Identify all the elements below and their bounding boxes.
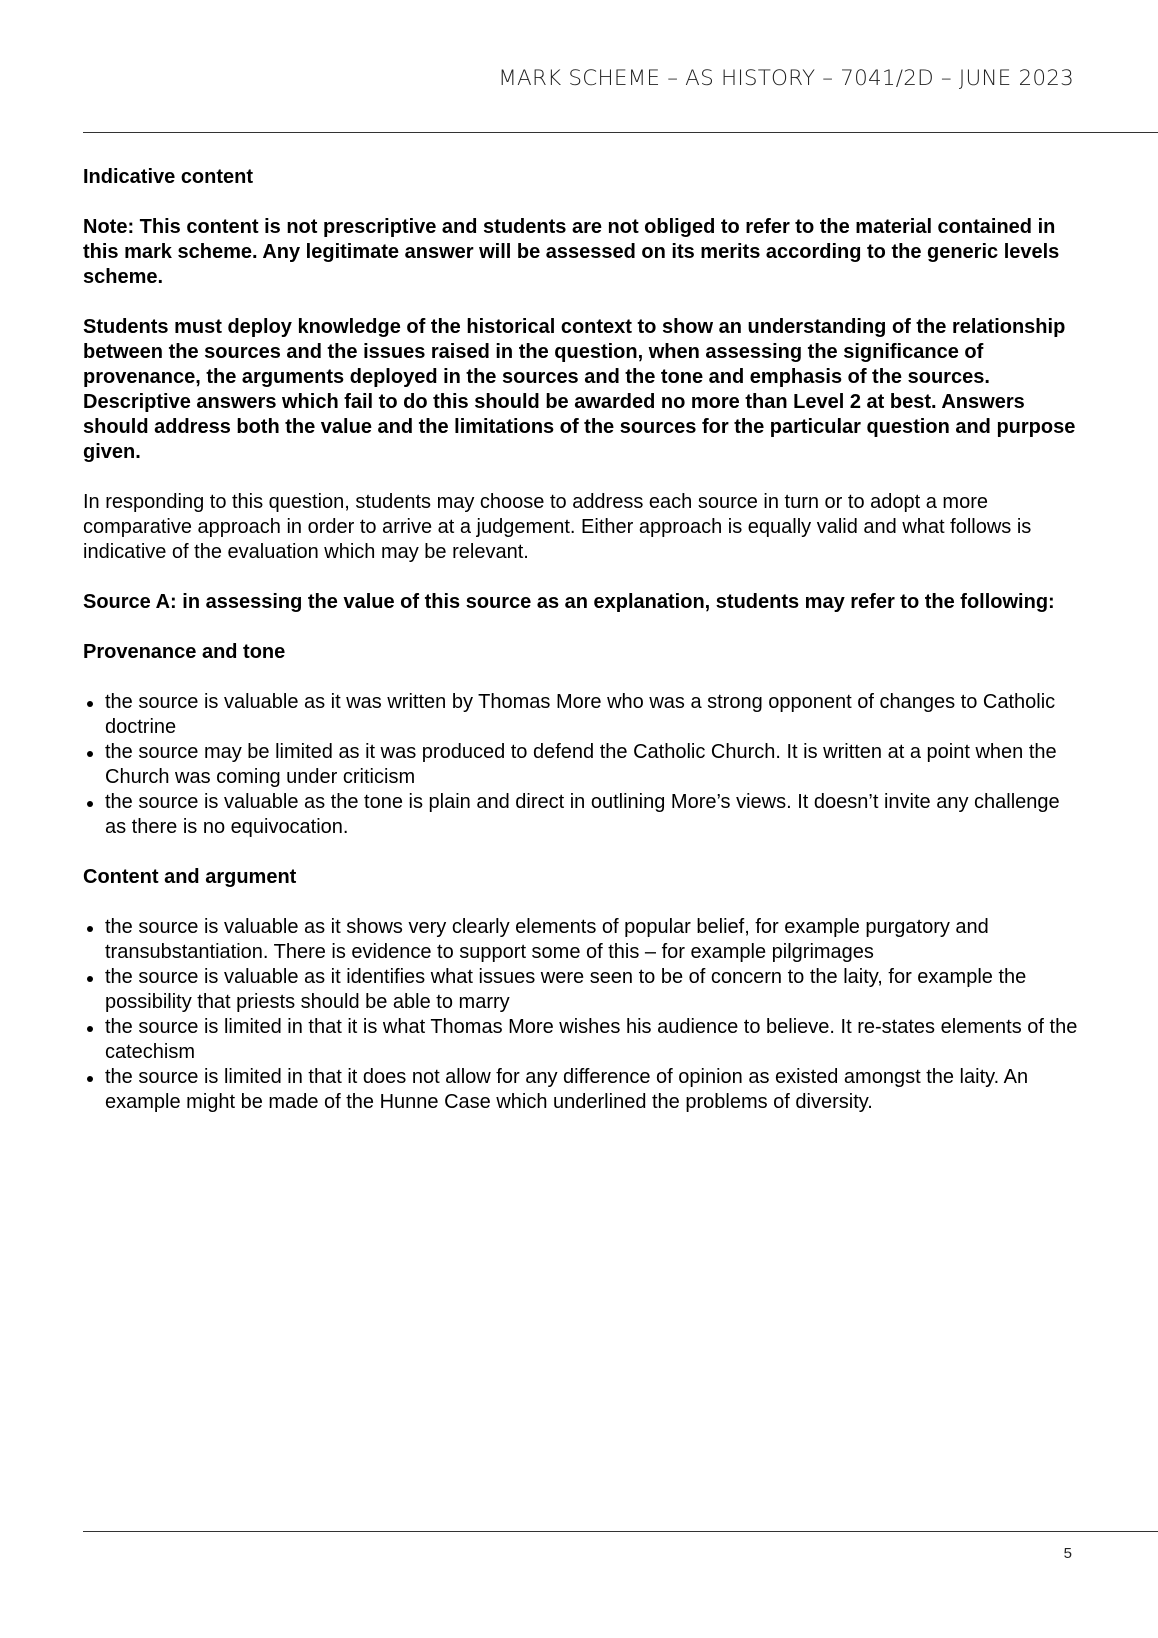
page-header-title: MARK SCHEME – AS HISTORY – 7041/2D – JUNE 2023 (498, 66, 1074, 91)
list-item (83, 790, 1083, 840)
bullet-icon (87, 751, 93, 757)
footer-divider (83, 1531, 1158, 1532)
bullet-icon (87, 1026, 93, 1032)
note-paragraph: Note: This content is not prescriptive and students are not obliged to refer to the material contained in this mark scheme. Any legitimate answer will be assessed on its merits according to the generic levels scheme. (83, 216, 1060, 288)
approach-paragraph: In responding to this question, students may choose to address each source in turn or to adopt a more comparative approach in order to arrive at a judgement. Either approach is equally valid and what follows is indicative of the evaluation which may be relevant. (83, 491, 1032, 563)
list-item-text: the source may be limited as it was produced to defend the Catholic Church. It is written at a point when the Church was coming under criticism (105, 741, 1057, 788)
bullet-icon (87, 801, 93, 807)
list-item (83, 740, 1083, 790)
list-item-text: the source is valuable as it shows very clearly elements of popular belief, for example purgatory and transubstantiation. There is evidence to support some of this – for example pilgrimages (105, 916, 989, 963)
provenance-heading: Provenance and tone (83, 641, 286, 663)
header-divider (83, 132, 1158, 133)
bullet-icon (87, 926, 93, 932)
bullet-icon (87, 701, 93, 707)
source-a-heading: Source A: in assessing the value of this source as an explanation, students may refer to the following: (83, 591, 1055, 613)
page-number: 5 (1063, 1545, 1072, 1562)
content-argument-list (83, 915, 1083, 1115)
provenance-list (83, 690, 1083, 840)
indicative-content-heading: Indicative content (83, 166, 254, 188)
instruction-paragraph: Students must deploy knowledge of the historical context to show an understanding of the relationship between the sources and the issues raised in the question, when assessing the significance of provenance, the arguments deployed in the sources and the tone and emphasis of the sources. Descriptive answers which fail to do this should be awarded no more than Level 2 at best. Answers should address both the value and the limitations of the sources for the particular question and purpose given. (83, 316, 1076, 463)
list-item (83, 1065, 1083, 1115)
list-item (83, 965, 1083, 1015)
list-item-text: the source is limited in that it is what Thomas More wishes his audience to believe. It re-states elements of the catechism (105, 1016, 1078, 1063)
list-item (83, 690, 1083, 740)
document-body (83, 165, 1083, 1140)
list-item-text: the source is limited in that it does not allow for any difference of opinion as existed amongst the laity. An example might be made of the Hunne Case which underlined the problems of diversity. (105, 1066, 1029, 1113)
content-argument-heading: Content and argument (83, 866, 297, 888)
bullet-icon (87, 976, 93, 982)
bullet-icon (87, 1076, 93, 1082)
list-item (83, 1015, 1083, 1065)
list-item-text: the source is valuable as it identifies what issues were seen to be of concern to the laity, for example the possibility that priests should be able to marry (105, 966, 1027, 1013)
list-item-text: the source is valuable as it was written by Thomas More who was a strong opponent of changes to Catholic doctrine (105, 691, 1056, 738)
list-item-text: the source is valuable as the tone is plain and direct in outlining More’s views. It doesn’t invite any challenge as there is no equivocation. (105, 791, 1060, 838)
list-item (83, 915, 1083, 965)
